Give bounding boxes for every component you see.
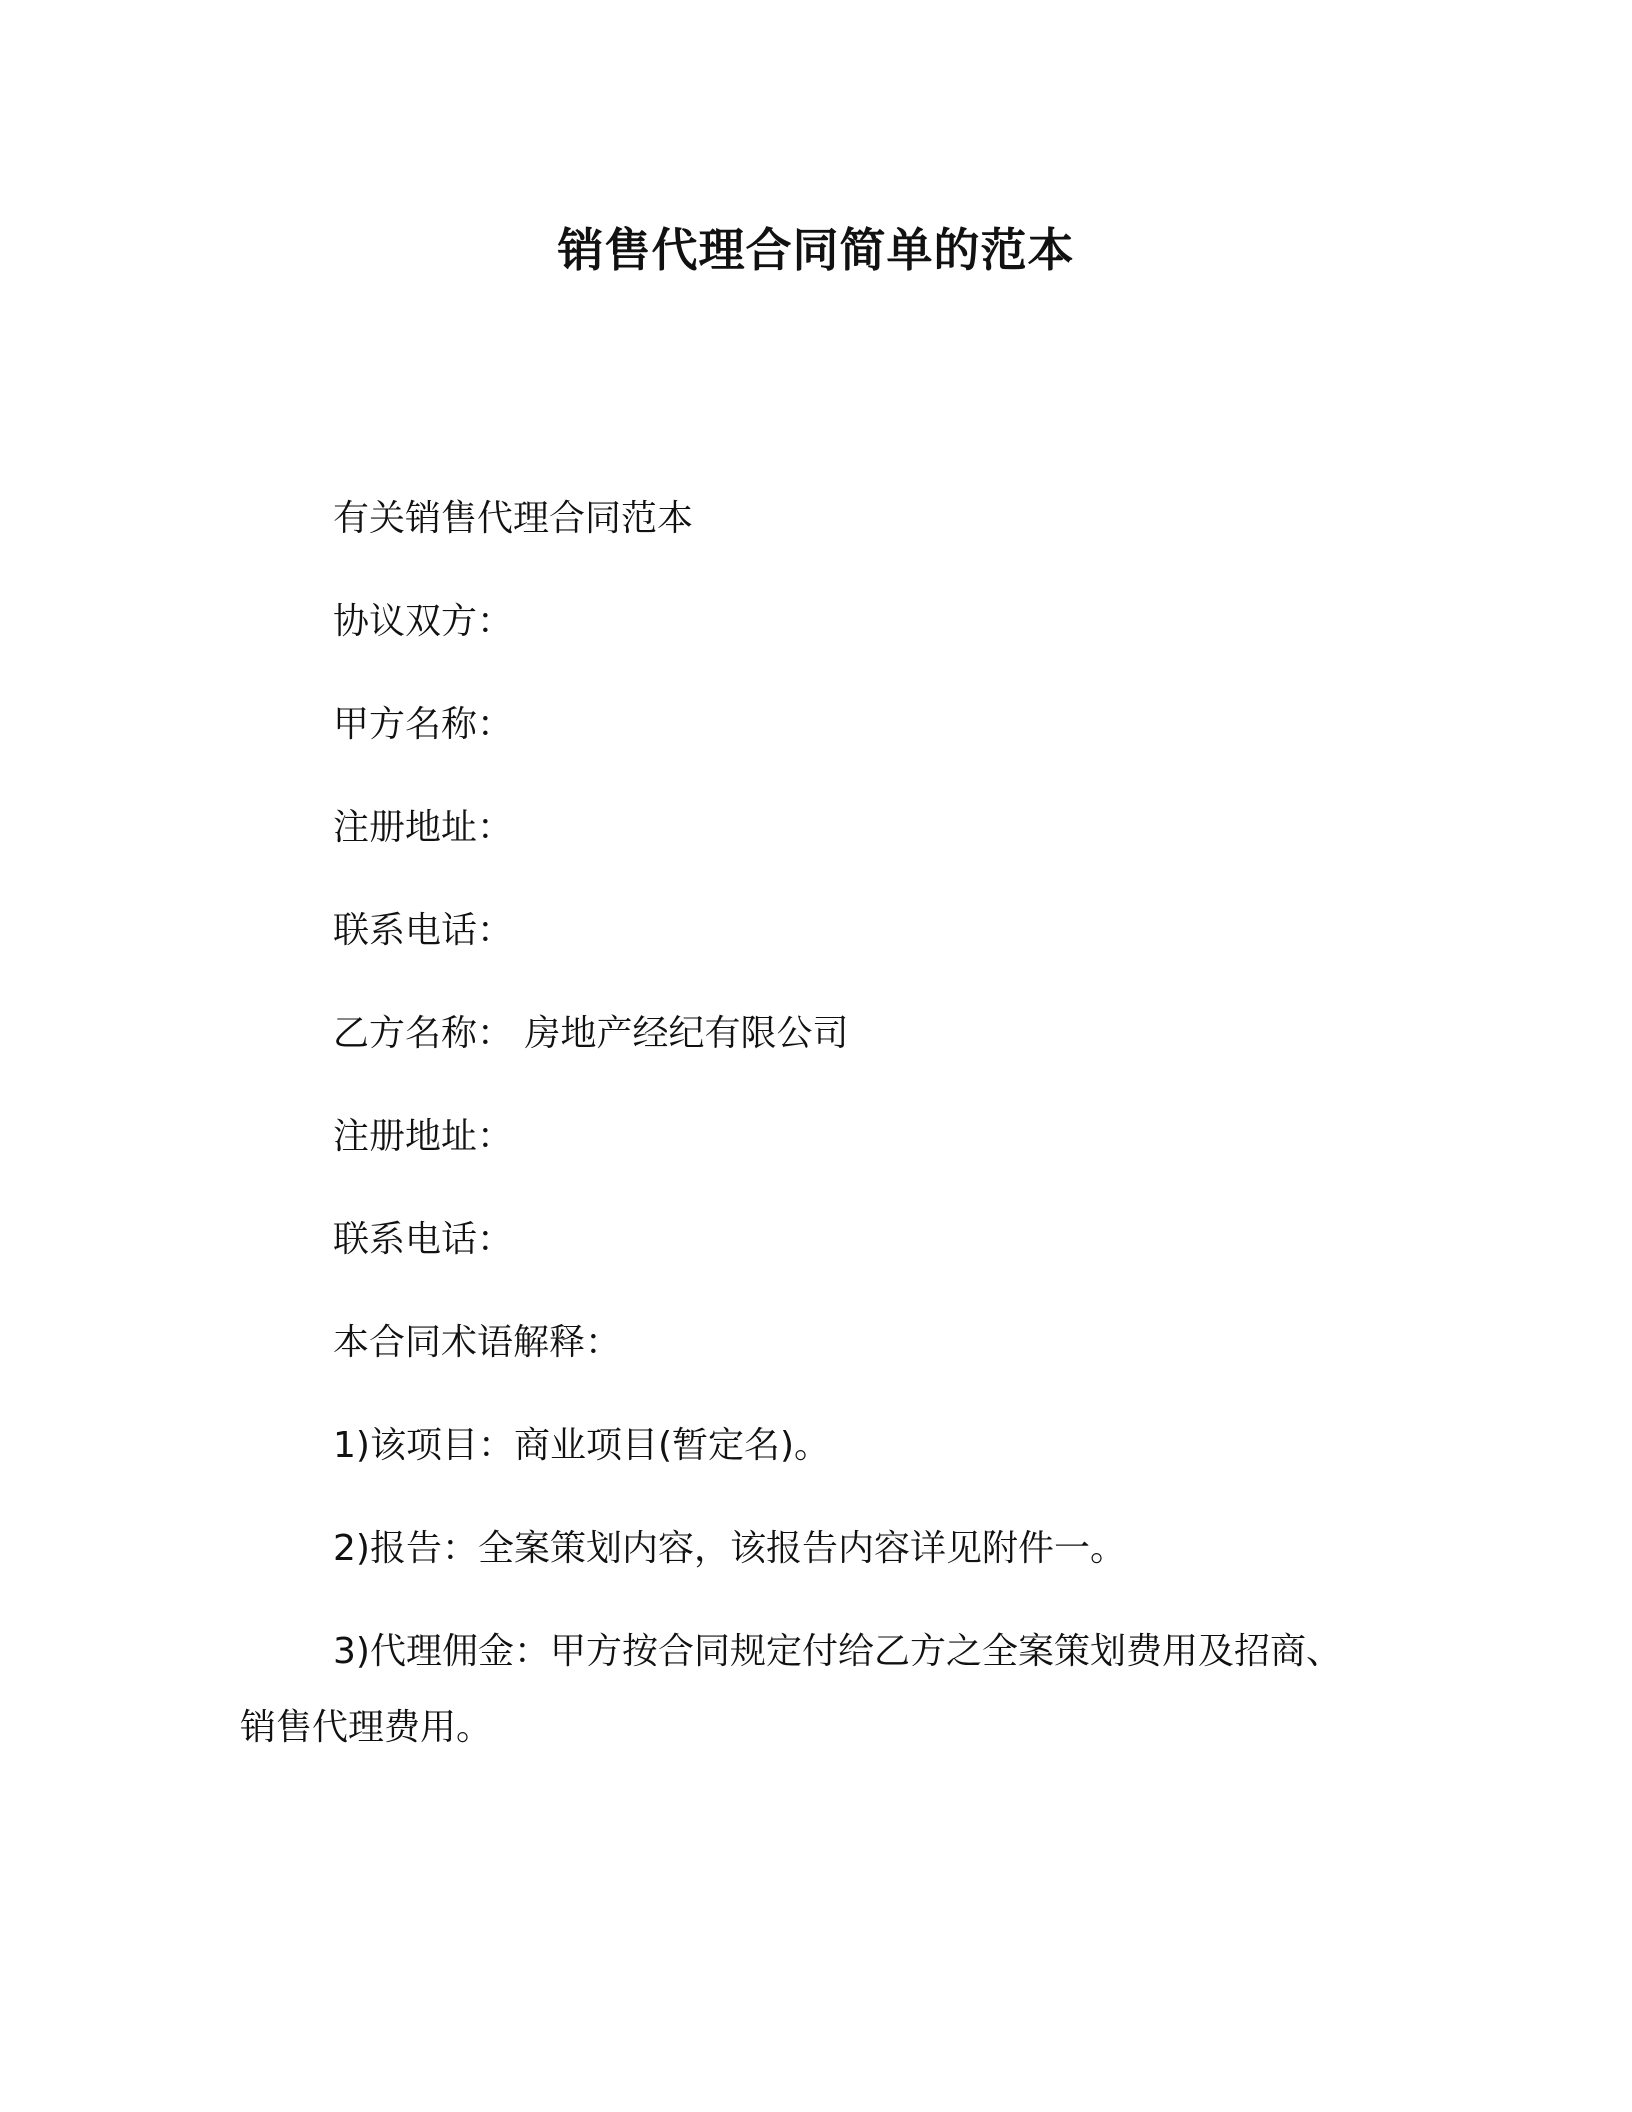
party-b-address-label: 注册地址：: [333, 1116, 514, 1157]
term-item-3-continuation: 销售代理费用。: [240, 1707, 493, 1748]
term-item-3: 3)代理佣金：甲方按合同规定付给乙方之全案策划费用及招商、: [333, 1631, 1342, 1672]
party-b-phone-label: 联系电话：: [333, 1219, 514, 1260]
parties-label: 协议双方：: [333, 601, 514, 642]
party-a-address-label: 注册地址：: [333, 807, 514, 848]
term-item-1: 1)该项目：商业项目(暂定名)。: [333, 1425, 831, 1466]
document-title: 销售代理合同简单的范本: [557, 223, 1075, 277]
term-item-2: 2)报告：全案策划内容，该报告内容详见附件一。: [333, 1528, 1126, 1569]
party-b-name-line: 乙方名称： 房地产经纪有限公司: [333, 1013, 849, 1054]
party-a-name-label: 甲方名称：: [333, 704, 514, 745]
subtitle-line: 有关销售代理合同范本: [333, 498, 694, 539]
party-a-phone-label: 联系电话：: [333, 910, 514, 951]
terms-heading: 本合同术语解释：: [333, 1322, 622, 1363]
